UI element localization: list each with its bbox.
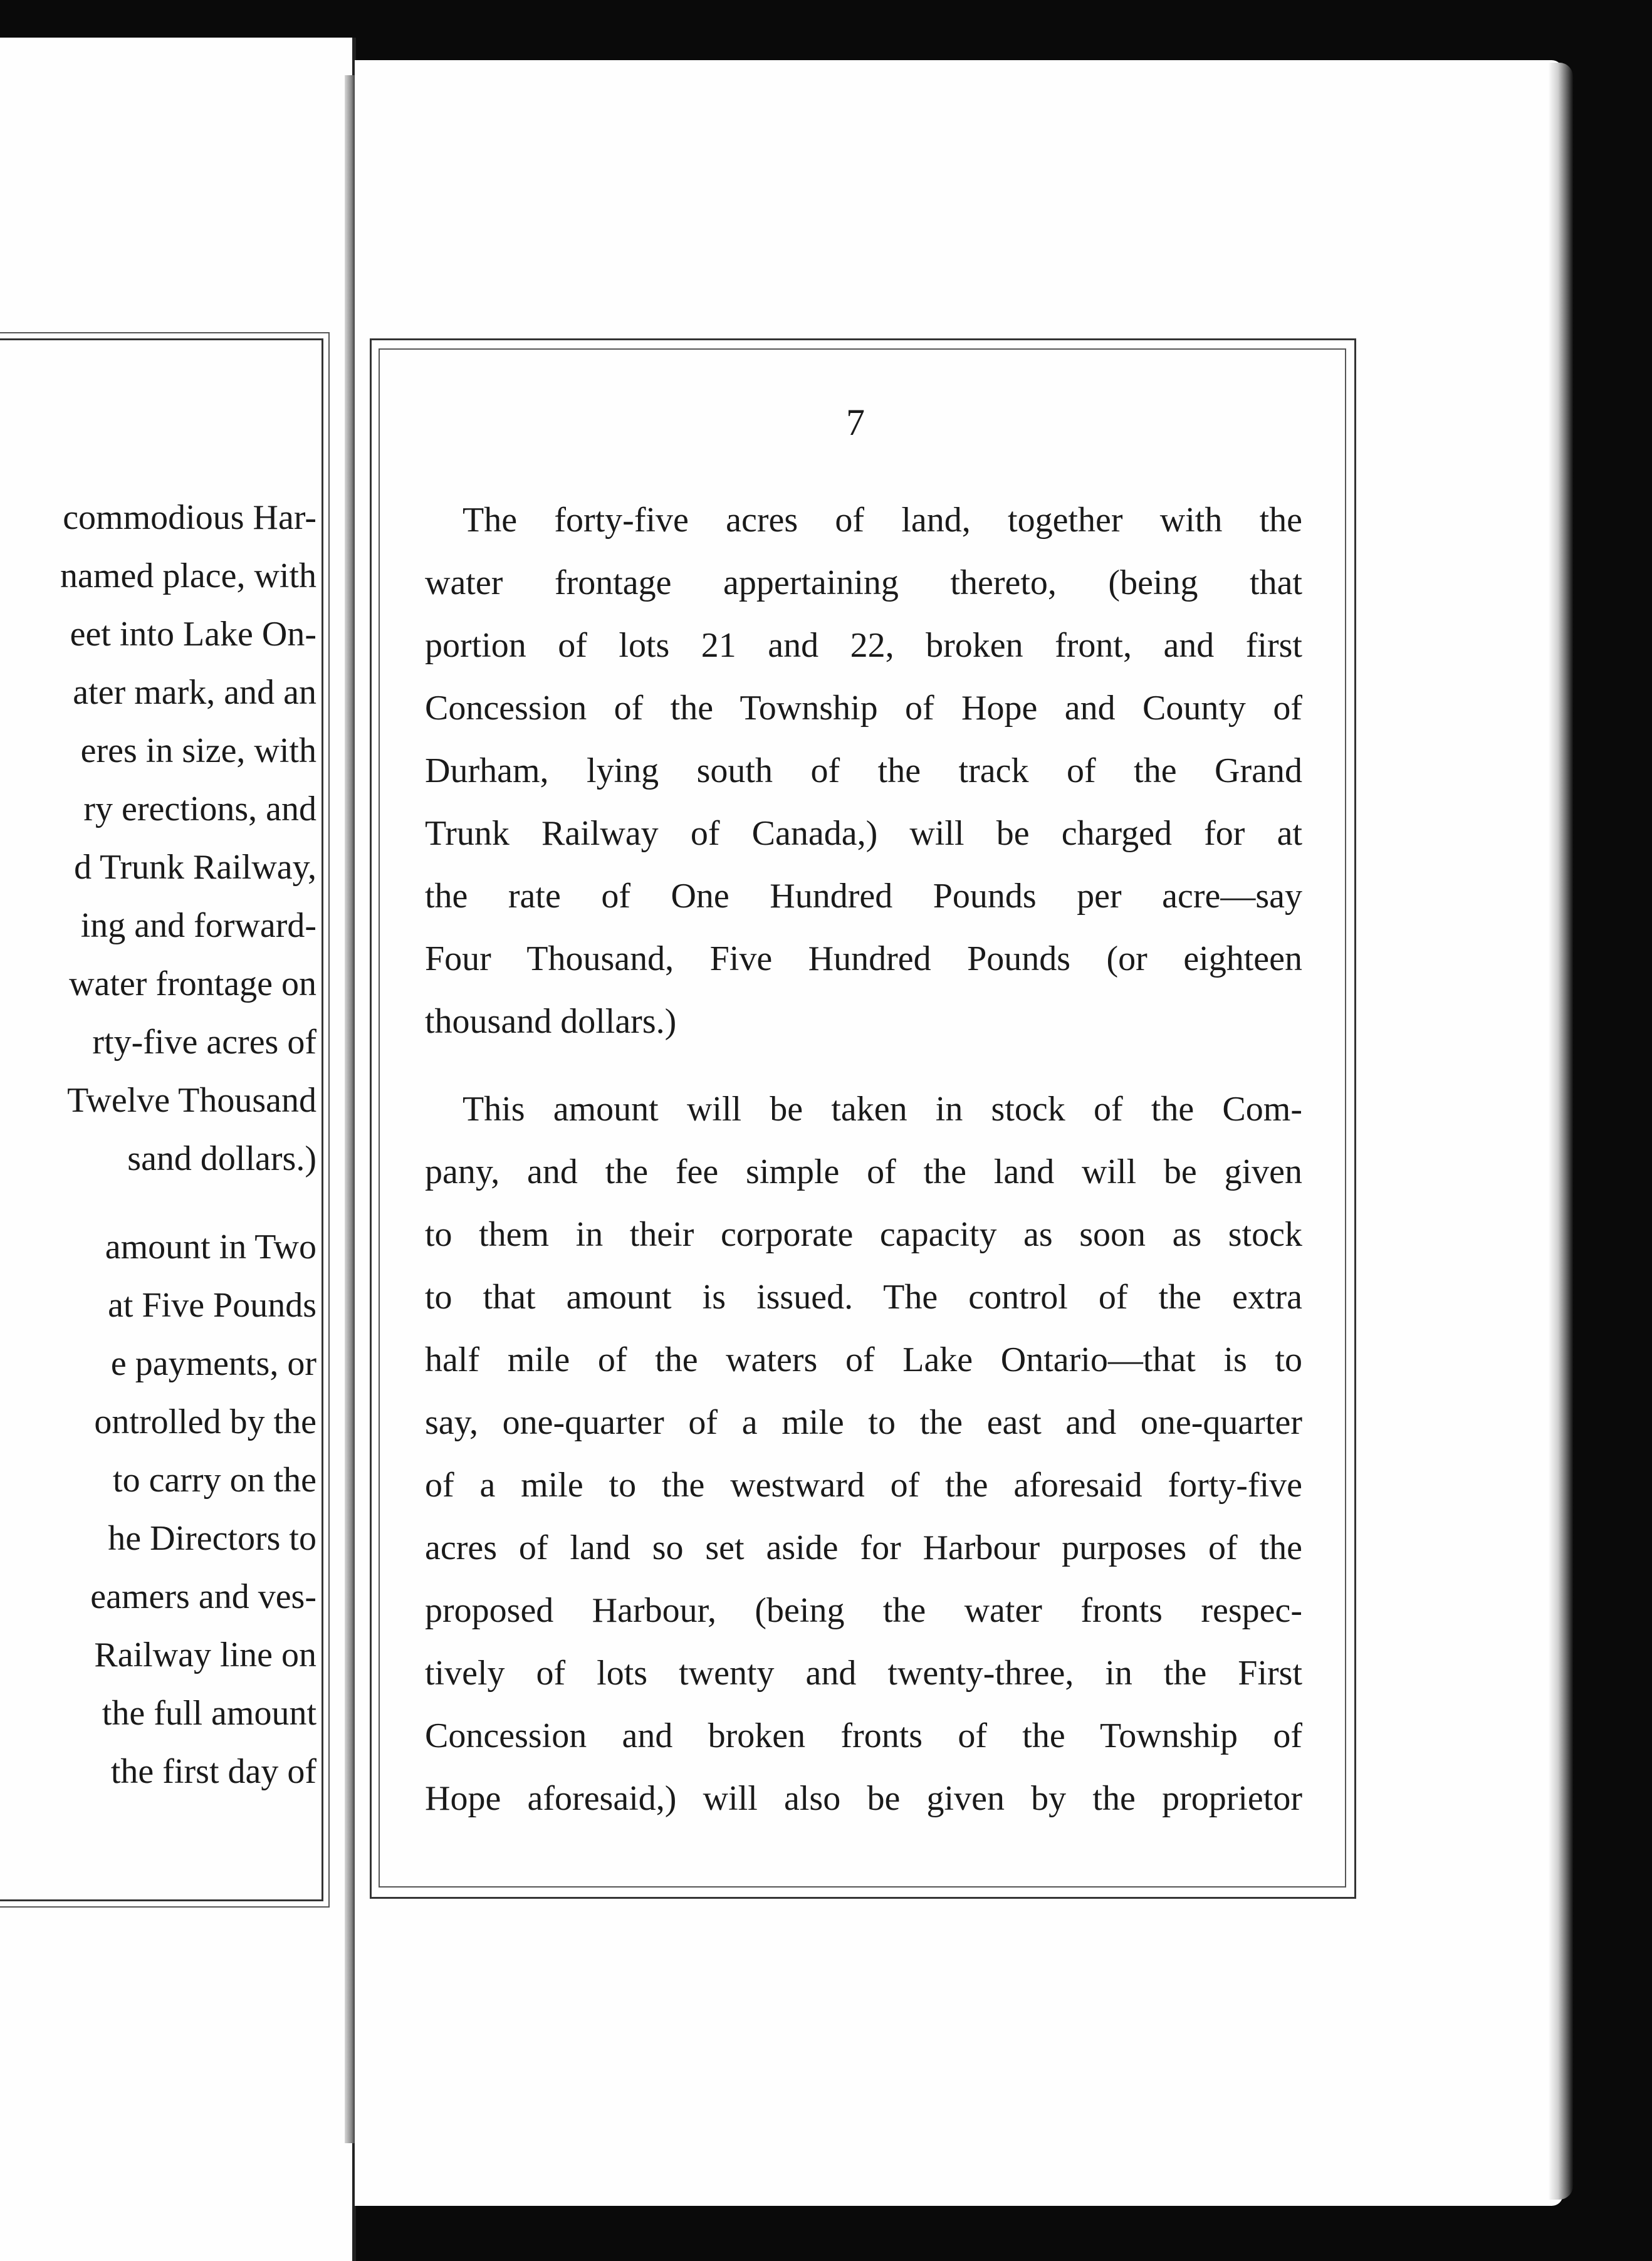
left-line: Railway line on <box>94 1636 316 1674</box>
left-line: ing and forward- <box>80 906 316 945</box>
left-line: ontrolled by the <box>94 1402 316 1441</box>
left-line: he Directors to <box>108 1519 316 1558</box>
page-edge <box>1548 63 1573 2200</box>
left-line: named place, with <box>60 556 316 595</box>
paragraph-1-line: Durham, lying south of the track of the Grand <box>425 751 1302 790</box>
paragraph-2-line: tively of lots twenty and twenty-three, in the First <box>425 1654 1302 1693</box>
paragraph-2-line: pany, and the fee simple of the land will be given <box>425 1152 1302 1191</box>
left-line: at Five Pounds <box>108 1286 316 1325</box>
left-line: eres in size, with <box>80 731 316 770</box>
paragraph-2-line: to them in their corporate capacity as soon as stock <box>425 1215 1302 1254</box>
paragraph-gap <box>425 1053 1302 1078</box>
left-line: ry erections, and <box>83 790 316 828</box>
left-line: e payments, or <box>110 1344 316 1383</box>
paragraph-2-line: acres of land so set aside for Harbour purposes of the <box>425 1528 1302 1567</box>
left-line: water frontage on <box>69 964 316 1003</box>
paragraph-2-line: Hope aforesaid,) will also be given by the proprietor <box>425 1779 1302 1818</box>
left-line: commodious Har- <box>63 498 316 537</box>
left-line: to carry on the <box>113 1461 316 1500</box>
paragraph-2-line: of a mile to the westward of the aforesaid forty-five <box>425 1466 1302 1505</box>
paragraph-1-line: The forty-five acres of land, together with the <box>463 501 1302 540</box>
left-line: the first day of <box>110 1752 316 1791</box>
paragraph-1-line: Concession of the Township of Hope and County of <box>425 689 1302 728</box>
left-page-text <box>0 489 316 1801</box>
paragraph-2-line: say, one-quarter of a mile to the east and one-quarter <box>425 1403 1302 1442</box>
left-line: amount in Two <box>105 1228 316 1266</box>
paragraph-2-line: to that amount is issued. The control of the extra <box>425 1278 1302 1317</box>
paragraph-2-line: proposed Harbour, (being the water fronts respec- <box>425 1591 1302 1630</box>
paragraph-1-line: the rate of One Hundred Pounds per acre—say <box>425 877 1302 916</box>
left-line: ater mark, and an <box>73 673 316 712</box>
paragraph-1-line: water frontage appertaining thereto, (being that <box>425 563 1302 602</box>
left-line: sand dollars.) <box>127 1139 316 1178</box>
paragraph-1-line: portion of lots 21 and 22, broken front, and first <box>425 626 1302 665</box>
left-line: eet into Lake On- <box>70 615 316 654</box>
paragraph-1-line: Trunk Railway of Canada,) will be charged for at <box>425 814 1302 853</box>
left-line: Twelve Thousand <box>67 1081 316 1120</box>
left-paragraph-gap <box>0 1188 316 1218</box>
left-line: the full amount <box>102 1694 316 1733</box>
left-line: eamers and ves- <box>90 1577 316 1616</box>
page-number: 7 <box>846 402 865 443</box>
left-line: rty-five acres of <box>92 1023 316 1062</box>
paragraph-2-line: Concession and broken fronts of the Township of <box>425 1716 1302 1755</box>
paragraph-2-line: This amount will be taken in stock of the Com- <box>463 1090 1302 1129</box>
page-body <box>425 489 1302 1830</box>
paragraph-1-line: Four Thousand, Five Hundred Pounds (or eighteen <box>425 939 1302 978</box>
paragraph-2-line: half mile of the waters of Lake Ontario—that is to <box>425 1340 1302 1379</box>
paragraph-1-line: thousand dollars.) <box>425 1002 677 1041</box>
left-line: d Trunk Railway, <box>74 848 316 887</box>
